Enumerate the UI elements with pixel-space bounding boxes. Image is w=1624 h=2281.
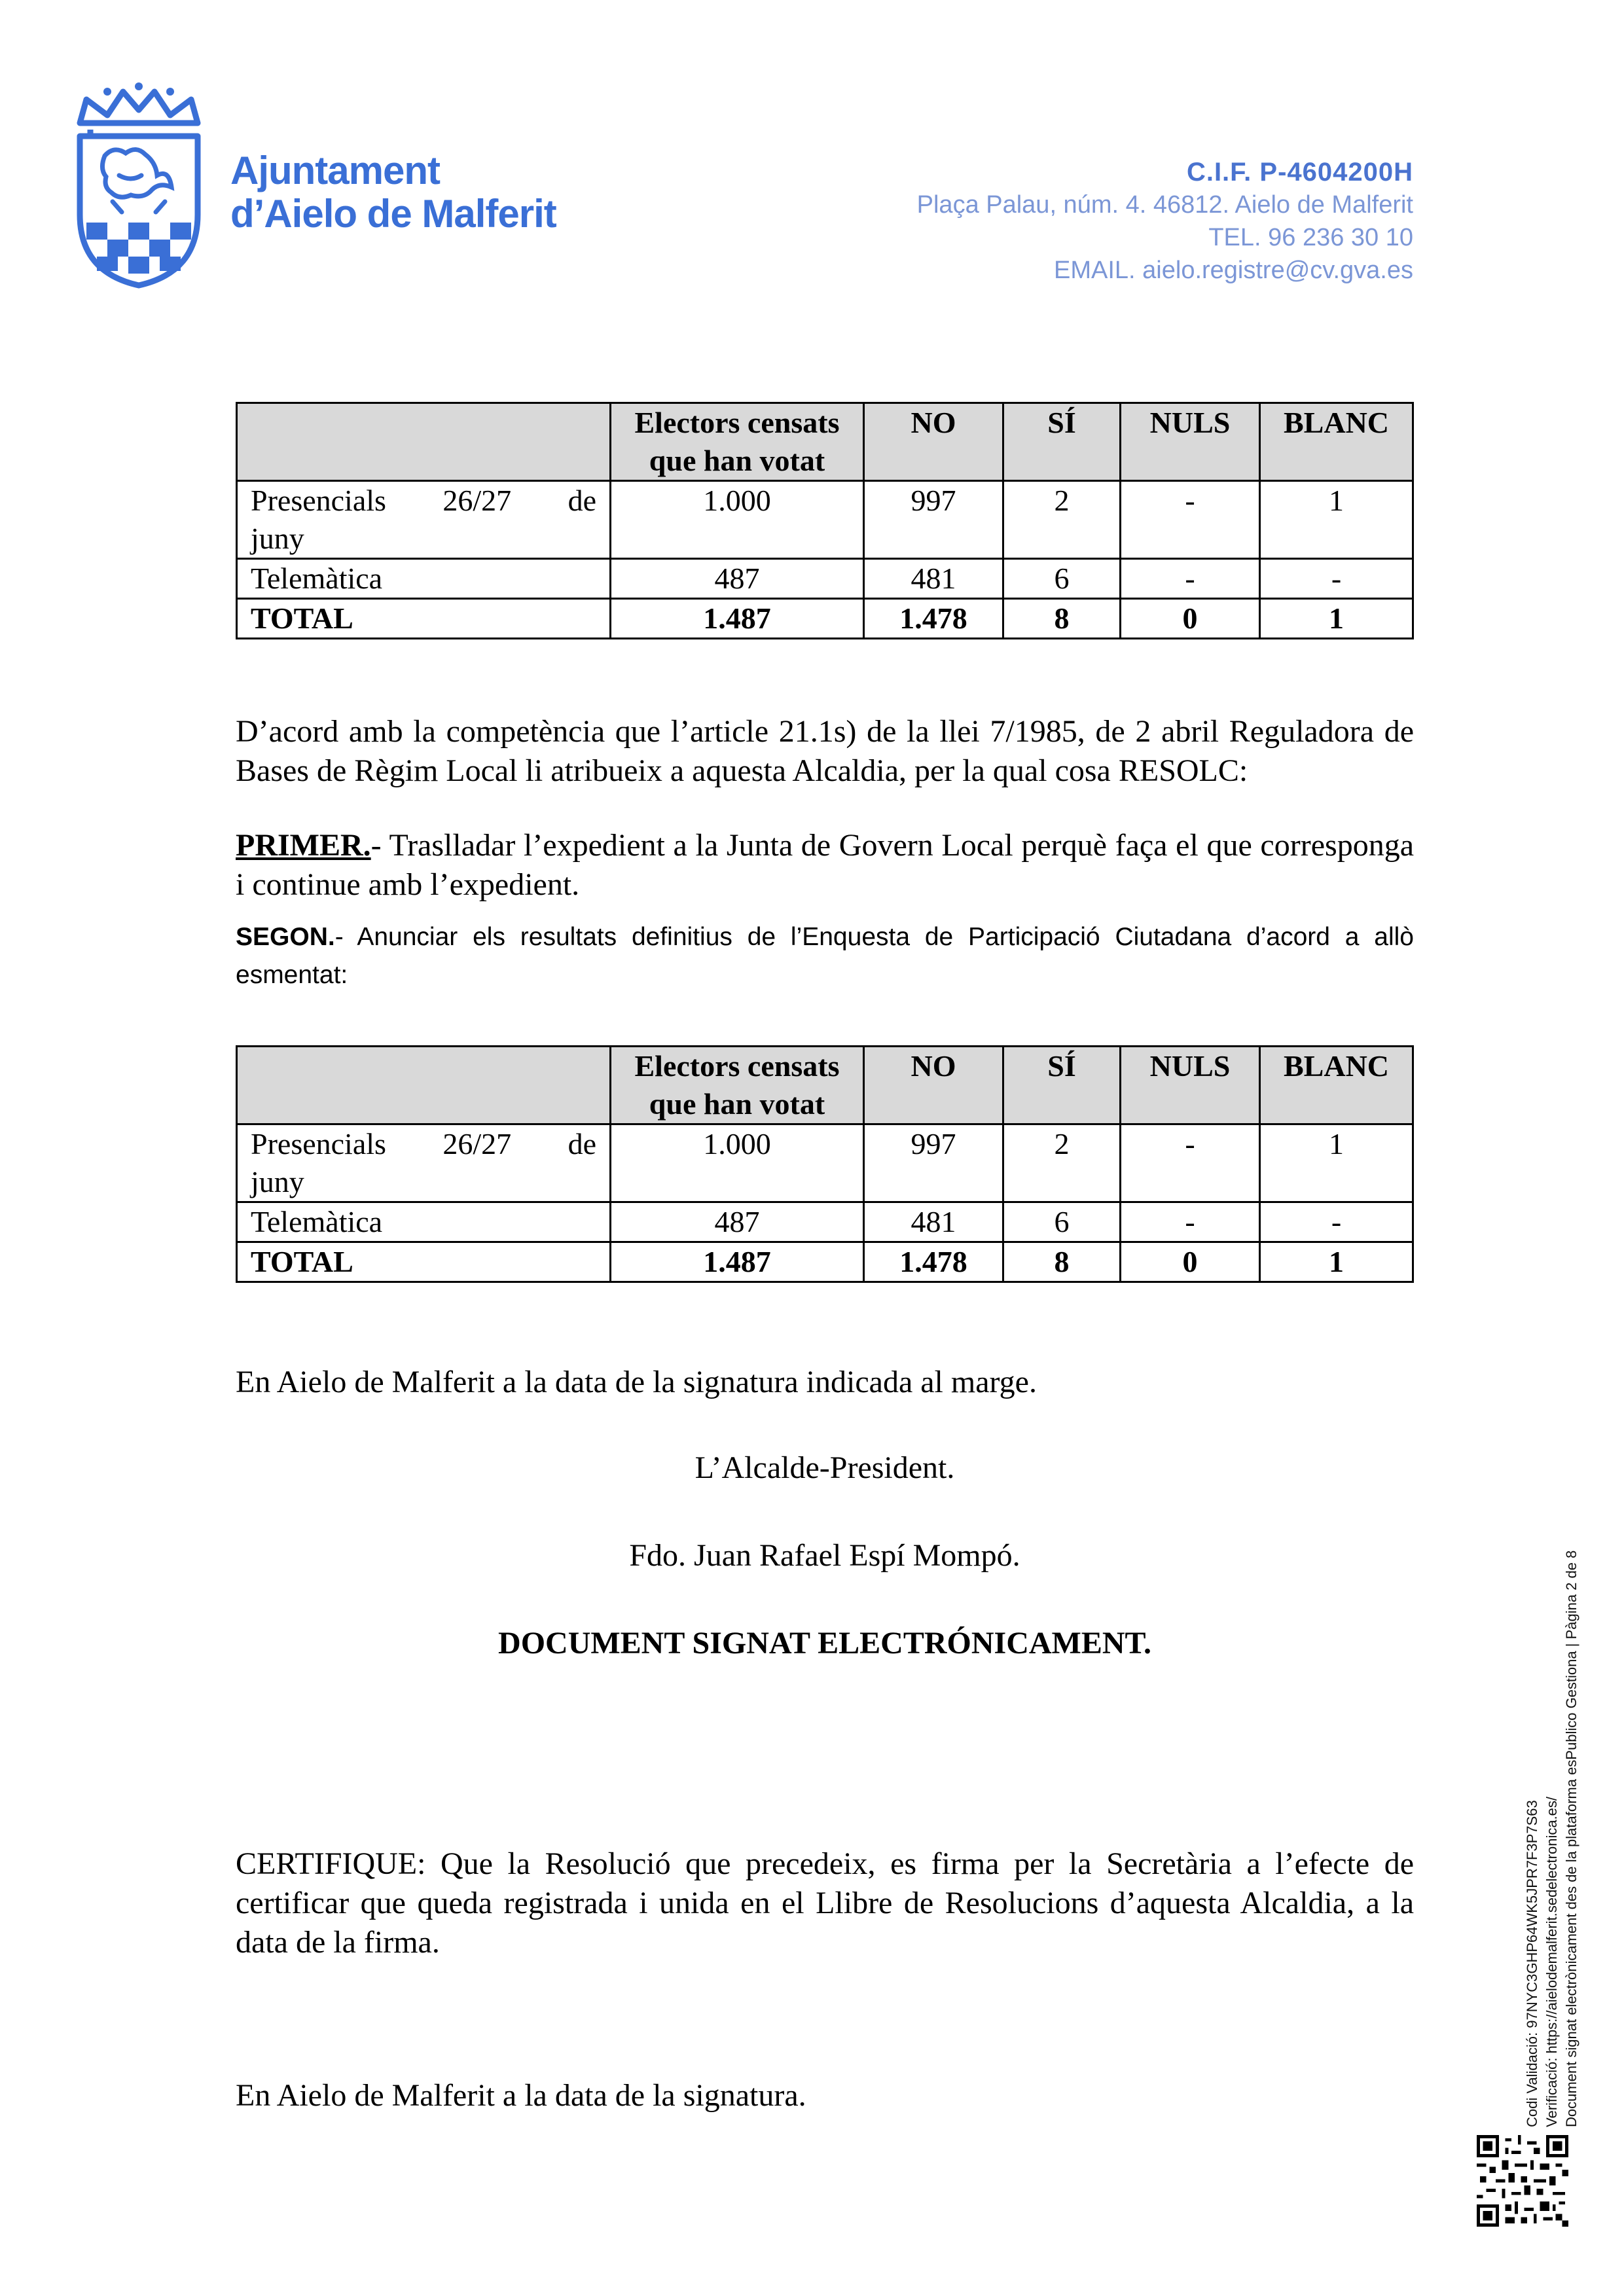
cell-blanc: 1 (1260, 599, 1413, 639)
cell-electors: 1.487 (611, 1242, 864, 1282)
label-part: juny (251, 522, 304, 555)
cell-si: 2 (1003, 1124, 1121, 1202)
table-header-row (237, 1047, 1413, 1124)
org-name-line2: d’Aielo de Malferit (230, 192, 556, 236)
final-place-date: En Aielo de Malferit a la data de la signatura. (236, 2078, 806, 2113)
certifique-paragraph: CERTIFIQUE: Que la Resolució que precedeix, es firma per la Secretària a l’efecte de certificar que queda registrada i unida en el Llibre de Resolucions d’aquesta Alcaldia, a la data de la firma. (236, 1846, 1414, 1960)
header-empty (237, 1047, 611, 1124)
cell-nuls: 0 (1121, 599, 1260, 639)
label-part: de (568, 484, 596, 517)
cell-si: 6 (1003, 559, 1121, 599)
header-empty (237, 403, 611, 481)
cell-no: 481 (864, 1202, 1003, 1242)
cell-blanc: 1 (1260, 1124, 1413, 1202)
org-name-line1: Ajuntament (230, 149, 440, 192)
header-electors: Electors censats que han votat (611, 403, 864, 481)
label-part: 26/27 (442, 1127, 512, 1160)
signature-platform-note: Document signat electrònicament des de la plataforma esPublico Gestiona | Pàgina 2 de 8 (1563, 1550, 1579, 2127)
label-part: juny (251, 1165, 304, 1198)
validation-code: Codi Validació: 97NYC3GHP64WK5JPR7F3P7S63 (1524, 1800, 1540, 2127)
cell-nuls: - (1121, 1124, 1260, 1202)
email: EMAIL. aielo.registre@cv.gva.es (1054, 257, 1413, 284)
competencia-paragraph: D’acord amb la competència que l’article 21.1s) de la llei 7/1985, de 2 abril Reguladora de Bases de Règim Local li atribueix a aquesta Alcaldia, per la qual cosa RESOLC: (236, 714, 1414, 788)
cell-si: 8 (1003, 599, 1121, 639)
cell-no: 481 (864, 559, 1003, 599)
cell-nuls: - (1121, 1202, 1260, 1242)
row-label (237, 1124, 611, 1202)
header-blanc: BLANC (1260, 403, 1413, 481)
header-nuls: NULS (1121, 1047, 1260, 1124)
results-table-2 (236, 1045, 1414, 1283)
table-header-row (237, 403, 1413, 481)
address: Plaça Palau, núm. 4. 46812. Aielo de Malferit (916, 191, 1413, 219)
table-row-total (237, 1242, 1413, 1282)
cell-electors: 1.487 (611, 599, 864, 639)
header-si: SÍ (1003, 1047, 1121, 1124)
place-date: En Aielo de Malferit a la data de la signatura indicada al marge. (236, 1365, 1037, 1399)
header-electors: Electors censats que han votat (611, 1047, 864, 1124)
cell-electors: 487 (611, 559, 864, 599)
cell-nuls: - (1121, 481, 1260, 559)
municipal-crest-logo (73, 77, 204, 293)
cell-blanc: 1 (1260, 1242, 1413, 1282)
cell-si: 6 (1003, 1202, 1121, 1242)
segon-paragraph (236, 918, 1414, 994)
table-row-total (237, 599, 1413, 639)
cell-no: 997 (864, 481, 1003, 559)
header-no: NO (864, 1047, 1003, 1124)
label-part: Presencials (251, 484, 386, 517)
header-nuls: NULS (1121, 403, 1260, 481)
row-label (237, 481, 611, 559)
cell-si: 8 (1003, 1242, 1121, 1282)
cell-electors: 1.000 (611, 1124, 864, 1202)
cif-number: C.I.F. P-4604200H (1186, 158, 1413, 187)
cell-si: 2 (1003, 481, 1121, 559)
header-blanc: BLANC (1260, 1047, 1413, 1124)
header-no: NO (864, 403, 1003, 481)
cell-no: 1.478 (864, 599, 1003, 639)
table-row (237, 559, 1413, 599)
segon-label: SEGON. (236, 923, 335, 951)
verification-url[interactable]: Verificació: https://aielodemalferit.sedelectronica.es/ (1543, 1796, 1560, 2127)
signer-role: L’Alcalde-President. (695, 1450, 955, 1485)
row-label: TOTAL (237, 599, 611, 639)
primer-text: - Traslladar l’expedient a la Junta de Govern Local perquè faça el que corresponga i continue amb l’expedient. (236, 828, 1414, 902)
label-part: Presencials (251, 1127, 386, 1160)
row-label: Telemàtica (237, 1202, 611, 1242)
cell-blanc: - (1260, 1202, 1413, 1242)
phone: TEL. 96 236 30 10 (1208, 224, 1413, 251)
table-row (237, 1124, 1413, 1202)
qr-code-icon (1477, 2135, 1568, 2227)
results-table-1 (236, 402, 1414, 639)
label-part: 26/27 (442, 484, 512, 517)
cell-electors: 1.000 (611, 481, 864, 559)
table-row (237, 481, 1413, 559)
label-part: de (568, 1127, 596, 1160)
cell-nuls: 0 (1121, 1242, 1260, 1282)
primer-label: PRIMER. (236, 828, 371, 863)
signer-name: Fdo. Juan Rafael Espí Mompó. (629, 1538, 1020, 1573)
cell-no: 1.478 (864, 1242, 1003, 1282)
cell-no: 997 (864, 1124, 1003, 1202)
organization-name (230, 149, 556, 236)
primer-paragraph (236, 826, 1414, 905)
cell-blanc: 1 (1260, 481, 1413, 559)
signed-notice: DOCUMENT SIGNAT ELECTRÓNICAMENT. (498, 1626, 1151, 1661)
segon-text: - Anunciar els resultats definitius de l’Enquesta de Participació Ciutadana d’acord a allò esmentat: (236, 923, 1414, 989)
cell-blanc: - (1260, 559, 1413, 599)
cell-electors: 487 (611, 1202, 864, 1242)
table-row (237, 1202, 1413, 1242)
row-label: Telemàtica (237, 559, 611, 599)
validation-sidebar (1523, 1440, 1581, 2127)
contact-block (917, 156, 1413, 287)
row-label: TOTAL (237, 1242, 611, 1282)
cell-nuls: - (1121, 559, 1260, 599)
header-si: SÍ (1003, 403, 1121, 481)
